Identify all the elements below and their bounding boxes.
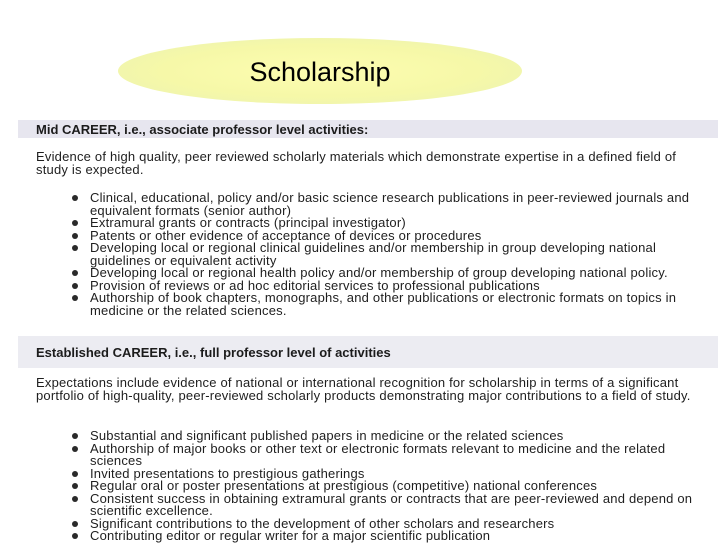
- list-item: Authorship of book chapters, monographs, and other publications or electronic formats on topics in medicine or the related sciences.: [72, 292, 718, 317]
- slide-title: Scholarship: [249, 57, 391, 87]
- established-career-intro: Expectations include evidence of national or international recognition for scholarship in terms of a significant portfolio of high-quality, peer-reviewed scholarly products demonstrating major contributions to a field of study.: [36, 375, 691, 403]
- established-career-list: [72, 430, 718, 543]
- bullet-icon: [72, 245, 78, 251]
- list-item: Contributing editor or regular writer for a major scientific publication: [72, 530, 718, 543]
- list-item: Authorship of major books or other text or electronic formats relevant to medicine and the related sciences: [72, 443, 718, 468]
- list-item: Patents or other evidence of acceptance of devices or procedures: [72, 230, 718, 243]
- mid-career-heading: Mid CAREER, i.e., associate professor level activities:: [36, 122, 369, 137]
- bullet-icon: [72, 233, 78, 239]
- bullet-icon: [72, 195, 78, 201]
- list-item: Extramural grants or contracts (principal investigator): [72, 217, 718, 230]
- bullet-icon: [72, 471, 78, 477]
- list-item: Clinical, educational, policy and/or basic science research publications in peer-reviewed journals and equivalent formats (senior author): [72, 192, 718, 217]
- bullet-icon: [72, 446, 78, 452]
- mid-career-list: [72, 192, 718, 317]
- bullet-icon: [72, 283, 78, 289]
- list-item: Provision of reviews or ad hoc editorial services to professional publications: [72, 280, 718, 293]
- bullet-icon: [72, 533, 78, 539]
- bullet-icon: [72, 483, 78, 489]
- list-item: Developing local or regional clinical guidelines and/or membership in group developing national guidelines or equivalent activity: [72, 242, 718, 267]
- list-item: Invited presentations to prestigious gatherings: [72, 468, 718, 481]
- established-career-heading: Established CAREER, i.e., full professor level of activities: [36, 345, 391, 360]
- mid-career-band: [18, 120, 718, 138]
- bullet-icon: [72, 270, 78, 276]
- list-item: Developing local or regional health policy and/or membership of group developing national policy.: [72, 267, 718, 280]
- list-item: Consistent success in obtaining extramural grants or contracts that are peer-reviewed and depend on scientific excellence.: [72, 493, 718, 518]
- bullet-icon: [72, 521, 78, 527]
- bullet-icon: [72, 433, 78, 439]
- mid-career-intro: Evidence of high quality, peer reviewed scholarly materials which demonstrate expertise in a defined field of study is expected.: [36, 149, 677, 177]
- established-career-band: [18, 336, 718, 368]
- bullet-icon: [72, 496, 78, 502]
- document-excerpt: [18, 114, 718, 543]
- bullet-icon: [72, 220, 78, 226]
- list-item: Significant contributions to the development of other scholars and researchers: [72, 518, 718, 531]
- bullet-icon: [72, 295, 78, 301]
- list-item: Regular oral or poster presentations at prestigious (competitive) national conferences: [72, 480, 718, 493]
- list-item: Substantial and significant published papers in medicine or the related sciences: [72, 430, 718, 443]
